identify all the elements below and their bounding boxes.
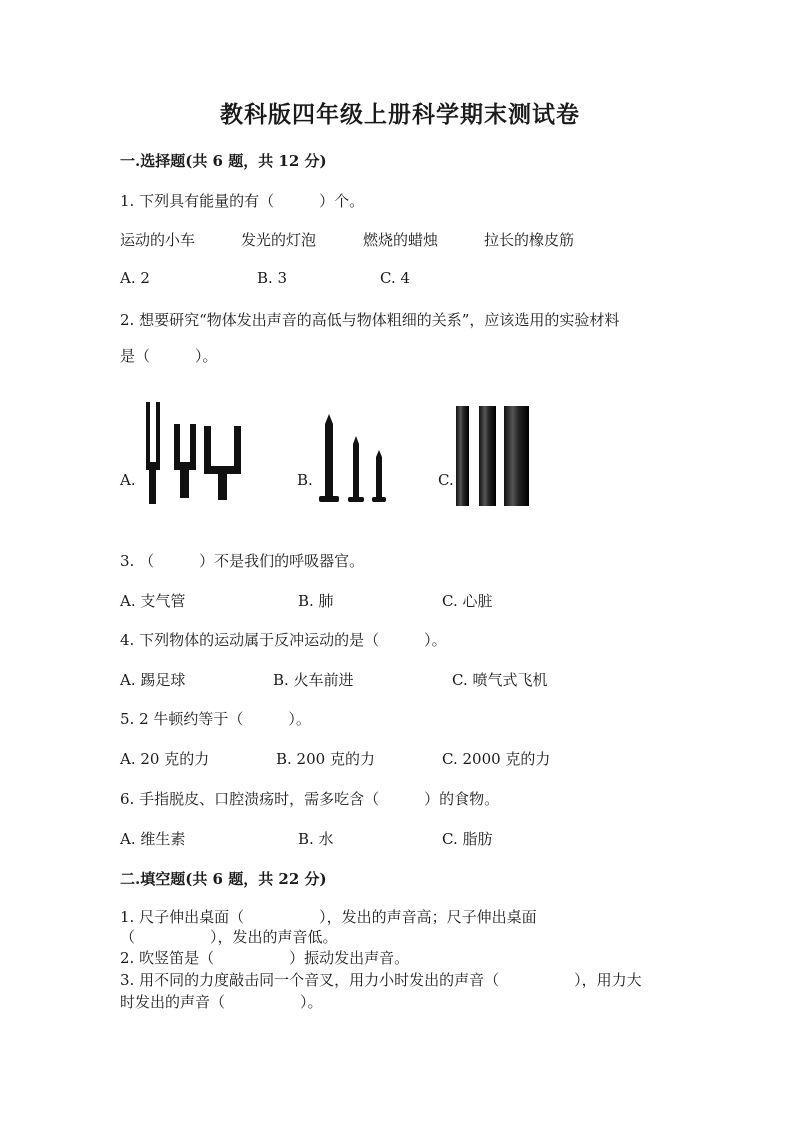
question-4-option-c[interactable]: C. 喷气式飞机: [452, 671, 548, 689]
question-1-item: 燃烧的蜡烛: [363, 231, 439, 249]
question-1-item: 运动的小车: [120, 231, 196, 249]
question-4-stem: 4. 下列物体的运动属于反冲运动的是（ ）。: [120, 631, 447, 649]
tuning-forks-image: [138, 400, 248, 506]
fill-question-3: 3. 用不同的力度敲击同一个音叉，用力小时发出的声音（ ），用力大: [120, 971, 642, 989]
question-3-option-c[interactable]: C. 心脏: [442, 592, 493, 610]
question-3-option-a[interactable]: A. 支气管: [120, 592, 186, 610]
question-6-stem: 6. 手指脱皮、口腔溃疡时，需多吃含（ ）的食物。: [120, 790, 500, 808]
question-5-option-a[interactable]: A. 20 克的力: [120, 750, 210, 768]
question-2-stem: 2. 想要研究“物体发出声音的高低与物体粗细的关系”，应该选用的实验材料: [120, 311, 620, 329]
question-2-option-b[interactable]: B.: [297, 471, 313, 489]
question-4-option-b[interactable]: B. 火车前进: [273, 671, 354, 689]
question-1-stem: 1. 下列具有能量的有（ ）个。: [120, 192, 365, 210]
fill-question-1: 1. 尺子伸出桌面（ ），发出的声音高；尺子伸出桌面: [120, 908, 537, 926]
nails-image: [314, 410, 394, 506]
section-heading-fill-in: 二.填空题(共 6 题，共 22 分): [120, 870, 327, 888]
question-6-option-a[interactable]: A. 维生素: [120, 830, 186, 848]
section-heading-choice: 一.选择题(共 6 题，共 12 分): [120, 152, 327, 170]
question-1-item: 拉长的橡皮筋: [484, 231, 575, 249]
question-4-option-a[interactable]: A. 踢足球: [120, 671, 186, 689]
question-2-option-a[interactable]: A.: [120, 471, 136, 489]
fill-question-2: 2. 吹竖笛是（ ）振动发出声音。: [120, 949, 410, 967]
fill-question-3-continued: 时发出的声音（ ）。: [120, 993, 323, 1011]
question-2-option-c[interactable]: C.: [438, 471, 454, 489]
page-title: 教科版四年级上册科学期末测试卷: [220, 101, 580, 128]
question-1-option-a[interactable]: A. 2: [120, 269, 150, 287]
question-6-option-b[interactable]: B. 水: [298, 830, 334, 848]
question-5-option-b[interactable]: B. 200 克的力: [276, 750, 375, 768]
question-5-option-c[interactable]: C. 2000 克的力: [442, 750, 551, 768]
question-2-stem-continued: 是（ ）。: [120, 347, 218, 365]
question-1-option-b[interactable]: B. 3: [257, 269, 288, 287]
fill-question-1-continued: （ ），发出的声音低。: [120, 928, 338, 946]
question-6-option-c[interactable]: C. 脂肪: [442, 830, 493, 848]
question-3-stem: 3. （ ）不是我们的呼吸器官。: [120, 552, 365, 570]
question-1-option-c[interactable]: C. 4: [380, 269, 411, 287]
rods-image: [452, 404, 532, 508]
question-1-item: 发光的灯泡: [241, 231, 317, 249]
question-5-stem: 5. 2 牛顿约等于（ ）。: [120, 710, 311, 728]
question-3-option-b[interactable]: B. 肺: [298, 592, 334, 610]
